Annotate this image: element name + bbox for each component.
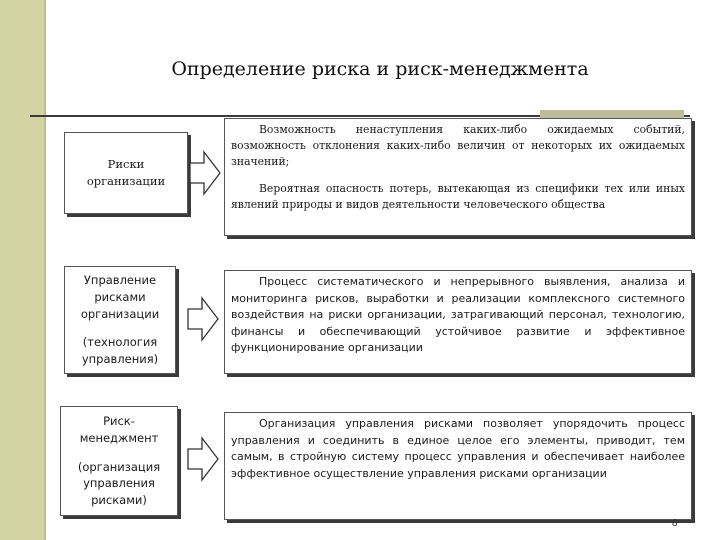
term-box-risk-manager [60, 406, 178, 516]
term-line: организации [80, 306, 160, 321]
title-accent-bar [540, 110, 684, 118]
term-line: организации [86, 174, 166, 188]
definition-box-risk-management [224, 270, 692, 374]
term-line: менеджмент [79, 430, 159, 445]
term-subtitle [82, 334, 158, 367]
arrow-right-icon [188, 150, 222, 196]
term-box-risks [64, 132, 188, 214]
term-line: рисками [94, 289, 146, 304]
sidebar-border-line [44, 0, 46, 540]
term-subtitle-line: (технология [82, 335, 158, 350]
term-subtitle [78, 459, 160, 509]
slide-title: Определение риска и риск-менеджмента [171, 58, 589, 80]
term-line: Управление [83, 273, 157, 288]
definition-text: Вероятная опасность потерь, вытекающая из специфики тех или иных явлений природы и видов деятельности человеческого общества [231, 181, 685, 211]
definition-text: Процесс систематического и непрерывного выявления, анализа и мониторинга рисков, выработки и реализации комплексного системного воздействия на риски организации, затрагивающий персонал, технологию, финансы и обеспечивающий устойчивое развитие и эффективное функционирование организации [231, 275, 685, 354]
definition-box-risk-manager [224, 412, 692, 520]
term-subtitle-line: рисками) [91, 493, 147, 507]
term-subtitle-line: управления [83, 476, 155, 491]
term-box-risk-management [64, 266, 176, 374]
sidebar-decoration [0, 0, 44, 540]
definition-text: Возможность ненаступления каких-либо ожидаемых событий, возможность отклонения каких-либо величин от некоторых их ожидаемых значений; [231, 123, 685, 169]
term-subtitle-line: (организация [77, 459, 161, 474]
term-line: Риск- [103, 414, 135, 429]
term-subtitle-line: управления) [81, 352, 159, 366]
arrow-right-icon [186, 436, 220, 482]
term-line: Риски [107, 157, 145, 172]
definition-box-risks [224, 118, 692, 236]
arrow-right-icon [186, 296, 220, 342]
page-number: 8 [672, 518, 678, 529]
definition-text: Организация управления рисками позволяет упорядочить процесс управления и соединить в единое целое его элементы, приводит, тем самым, в стройную систему процесс управления и обеспечивает наиболее эффективное осуществление управления рисками организации [231, 417, 685, 480]
